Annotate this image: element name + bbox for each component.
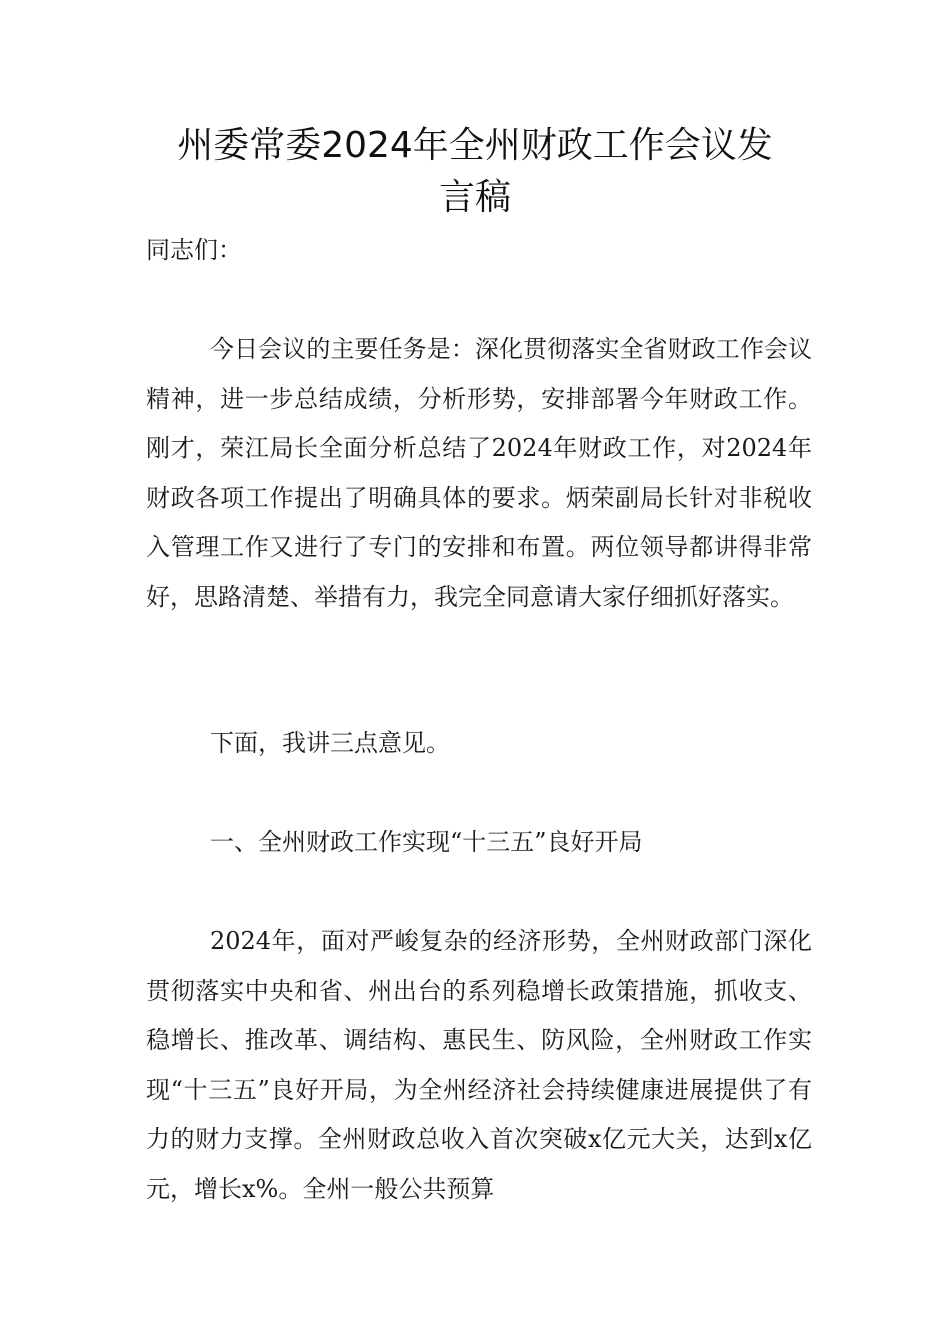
document-title: [130, 120, 820, 224]
paragraph-transition: 下面，我讲三点意见。: [210, 729, 450, 757]
title-line-1: 州委常委2024年全州财政工作会议发: [177, 125, 773, 166]
title-line-2: 言稿: [438, 177, 511, 218]
paragraph-opening: 今日会议的主要任务是：深化贯彻落实全省财政工作会议精神，进一步总结成绩，分析形势，安排部署今年财政工作。刚才，荣江局长全面分析总结了2024年财政工作，对2024年财政各项工作提出了明确具体的要求。炳荣副局长针对非税收入管理工作又进行了专门的安排和布置。两位领导都讲得非常好，思路清楚、举措有力，我完全同意请大家仔细抓好落实。: [146, 335, 812, 611]
paragraph-section-1: 2024年，面对严峻复杂的经济形势，全州财政部门深化贯彻落实中央和省、州出台的系列稳增长政策措施，抓收支、稳增长、推改革、调结构、惠民生、防风险，全州财政工作实现“十三五”良好开局，为全州经济社会持续健康进展提供了有力的财力支撑。全州财政总收入首次突破x亿元大关，达到x亿元，增长x%。全州一般公共预算: [146, 927, 812, 1203]
section-heading-1: 一、全州财政工作实现“十三五”良好开局: [210, 828, 643, 856]
salutation: 同志们：: [146, 236, 242, 264]
